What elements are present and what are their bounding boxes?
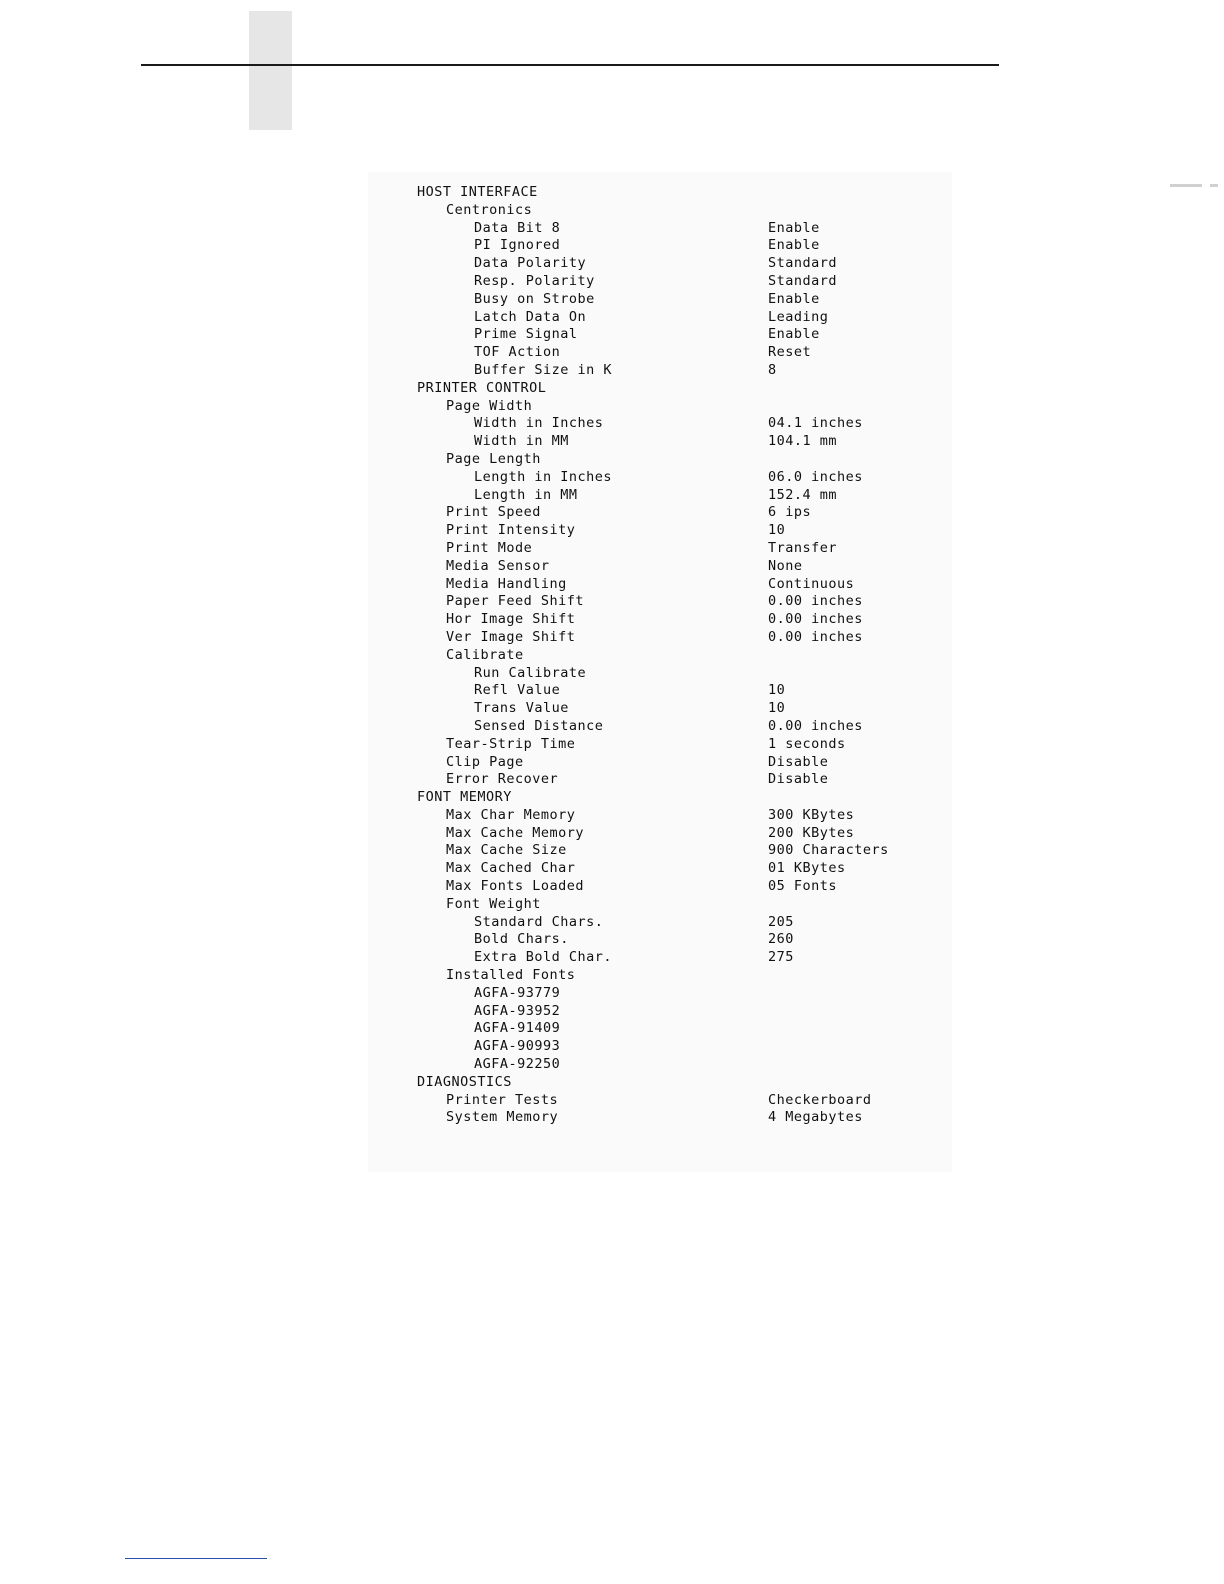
setting-label: Bold Chars. bbox=[474, 931, 569, 948]
chapter-tab bbox=[249, 11, 292, 130]
footer-rule bbox=[125, 1558, 267, 1559]
setting-label: Sensed Distance bbox=[474, 717, 604, 734]
setting-label: Length in Inches bbox=[474, 468, 613, 485]
setting-row bbox=[368, 949, 952, 967]
setting-value: Continuous bbox=[768, 575, 855, 592]
setting-value: Leading bbox=[768, 308, 829, 325]
setting-label: Data Polarity bbox=[474, 255, 587, 272]
setting-label: Length in MM bbox=[474, 486, 578, 503]
setting-row bbox=[368, 754, 952, 772]
setting-label: Max Cache Size bbox=[446, 842, 567, 859]
setting-row bbox=[368, 931, 952, 949]
setting-label: Printer Tests bbox=[446, 1091, 559, 1108]
setting-row bbox=[368, 398, 952, 416]
setting-value: 6 ips bbox=[768, 504, 812, 521]
setting-value: 0.00 inches bbox=[768, 593, 863, 610]
setting-label: Extra Bold Char. bbox=[474, 949, 613, 966]
setting-label: PRINTER CONTROL bbox=[417, 379, 547, 396]
setting-value: 104.1 mm bbox=[768, 433, 838, 450]
setting-row bbox=[368, 896, 952, 914]
setting-row bbox=[368, 914, 952, 932]
setting-value: Enable bbox=[768, 326, 820, 343]
setting-row bbox=[368, 237, 952, 255]
setting-value: Standard bbox=[768, 255, 838, 272]
section-heading bbox=[368, 184, 952, 202]
setting-value: None bbox=[768, 557, 803, 574]
setting-label: Max Cache Memory bbox=[446, 824, 585, 841]
setting-value: 275 bbox=[768, 949, 794, 966]
section-heading bbox=[368, 1074, 952, 1092]
setting-label: Width in Inches bbox=[474, 415, 604, 432]
setting-row bbox=[368, 469, 952, 487]
setting-row bbox=[368, 771, 952, 789]
setting-value: 4 Megabytes bbox=[768, 1109, 863, 1126]
setting-row bbox=[368, 255, 952, 273]
setting-label: Max Char Memory bbox=[446, 806, 576, 823]
setting-label: AGFA-91409 bbox=[474, 1020, 561, 1037]
setting-value: 200 KBytes bbox=[768, 824, 855, 841]
setting-row bbox=[368, 451, 952, 469]
setting-row bbox=[368, 665, 952, 683]
setting-label: Centronics bbox=[446, 201, 533, 218]
setting-label: Run Calibrate bbox=[474, 664, 587, 681]
setting-row bbox=[368, 504, 952, 522]
setting-row bbox=[368, 540, 952, 558]
setting-row bbox=[368, 433, 952, 451]
setting-row bbox=[368, 825, 952, 843]
setting-label: Resp. Polarity bbox=[474, 272, 595, 289]
setting-value: 205 bbox=[768, 913, 794, 930]
setting-row bbox=[368, 967, 952, 985]
setting-label: Data Bit 8 bbox=[474, 219, 561, 236]
setting-label: Hor Image Shift bbox=[446, 611, 576, 628]
setting-label: Max Fonts Loaded bbox=[446, 878, 585, 895]
setting-value: Standard bbox=[768, 272, 838, 289]
setting-label: Page Length bbox=[446, 450, 541, 467]
setting-row bbox=[368, 718, 952, 736]
setting-row bbox=[368, 1109, 952, 1127]
setting-value: Disable bbox=[768, 771, 829, 788]
setting-row bbox=[368, 842, 952, 860]
setting-row bbox=[368, 985, 952, 1003]
setting-value: Enable bbox=[768, 219, 820, 236]
setting-value: 0.00 inches bbox=[768, 717, 863, 734]
setting-label: DIAGNOSTICS bbox=[417, 1073, 512, 1090]
setting-value: 10 bbox=[768, 700, 786, 717]
setting-label: Clip Page bbox=[446, 753, 524, 770]
setting-label: TOF Action bbox=[474, 344, 561, 361]
setting-label: Max Cached Char bbox=[446, 860, 576, 877]
setting-row bbox=[368, 611, 952, 629]
setting-value: 260 bbox=[768, 931, 794, 948]
setting-value: 05 Fonts bbox=[768, 878, 838, 895]
setting-row bbox=[368, 736, 952, 754]
setting-label: AGFA-93779 bbox=[474, 984, 561, 1001]
setting-row bbox=[368, 202, 952, 220]
setting-row bbox=[368, 558, 952, 576]
setting-label: FONT MEMORY bbox=[417, 789, 512, 806]
setting-value: Enable bbox=[768, 237, 820, 254]
setting-row bbox=[368, 700, 952, 718]
section-heading bbox=[368, 380, 952, 398]
setting-label: Error Recover bbox=[446, 771, 559, 788]
setting-label: Font Weight bbox=[446, 895, 541, 912]
setting-value: 1 seconds bbox=[768, 735, 846, 752]
setting-label: Paper Feed Shift bbox=[446, 593, 585, 610]
setting-row bbox=[368, 326, 952, 344]
setting-label: AGFA-92250 bbox=[474, 1056, 561, 1073]
setting-label: Width in MM bbox=[474, 433, 569, 450]
setting-value: 900 Characters bbox=[768, 842, 889, 859]
setting-row bbox=[368, 807, 952, 825]
setting-value: 0.00 inches bbox=[768, 611, 863, 628]
setting-row bbox=[368, 487, 952, 505]
setting-row bbox=[368, 682, 952, 700]
setting-label: Print Speed bbox=[446, 504, 541, 521]
setting-label: Buffer Size in K bbox=[474, 361, 613, 378]
setting-row bbox=[368, 593, 952, 611]
setting-row bbox=[368, 647, 952, 665]
setting-row bbox=[368, 522, 952, 540]
setting-value: Transfer bbox=[768, 539, 838, 556]
setting-row bbox=[368, 1056, 952, 1074]
setting-value: 8 bbox=[768, 361, 777, 378]
setting-value: 10 bbox=[768, 522, 786, 539]
setting-value: 01 KBytes bbox=[768, 860, 846, 877]
setting-label: Media Sensor bbox=[446, 557, 550, 574]
setting-row bbox=[368, 1092, 952, 1110]
setting-value: Reset bbox=[768, 344, 812, 361]
setting-label: AGFA-93952 bbox=[474, 1002, 561, 1019]
setting-label: Page Width bbox=[446, 397, 533, 414]
setting-row bbox=[368, 576, 952, 594]
setting-row bbox=[368, 415, 952, 433]
setting-label: AGFA-90993 bbox=[474, 1038, 561, 1055]
setting-list bbox=[368, 184, 952, 1127]
setting-row bbox=[368, 1020, 952, 1038]
setting-row bbox=[368, 344, 952, 362]
setting-label: Standard Chars. bbox=[474, 913, 604, 930]
setting-row bbox=[368, 629, 952, 647]
setting-row bbox=[368, 291, 952, 309]
setting-label: Installed Fonts bbox=[446, 967, 576, 984]
setting-value: Enable bbox=[768, 290, 820, 307]
setting-value: Disable bbox=[768, 753, 829, 770]
setting-label: Trans Value bbox=[474, 700, 569, 717]
section-heading bbox=[368, 789, 952, 807]
configuration-printout bbox=[368, 172, 952, 1172]
setting-row bbox=[368, 860, 952, 878]
setting-row bbox=[368, 273, 952, 291]
setting-row bbox=[368, 1038, 952, 1056]
setting-row bbox=[368, 220, 952, 238]
setting-label: Ver Image Shift bbox=[446, 628, 576, 645]
setting-label: Media Handling bbox=[446, 575, 567, 592]
setting-label: Tear-Strip Time bbox=[446, 735, 576, 752]
setting-row bbox=[368, 309, 952, 327]
setting-label: Latch Data On bbox=[474, 308, 587, 325]
setting-value: Checkerboard bbox=[768, 1091, 872, 1108]
setting-label: Refl Value bbox=[474, 682, 561, 699]
setting-value: 300 KBytes bbox=[768, 806, 855, 823]
setting-value: 04.1 inches bbox=[768, 415, 863, 432]
setting-label: HOST INTERFACE bbox=[417, 184, 538, 200]
setting-label: System Memory bbox=[446, 1109, 559, 1126]
setting-value: 152.4 mm bbox=[768, 486, 838, 503]
setting-value: 0.00 inches bbox=[768, 628, 863, 645]
setting-label: Print Intensity bbox=[446, 522, 576, 539]
setting-row bbox=[368, 1003, 952, 1021]
setting-label: PI Ignored bbox=[474, 237, 561, 254]
setting-label: Calibrate bbox=[446, 646, 524, 663]
setting-value: 10 bbox=[768, 682, 786, 699]
setting-label: Print Mode bbox=[446, 539, 533, 556]
setting-label: Prime Signal bbox=[474, 326, 578, 343]
setting-row bbox=[368, 878, 952, 896]
setting-value: 06.0 inches bbox=[768, 468, 863, 485]
setting-label: Busy on Strobe bbox=[474, 290, 595, 307]
setting-row bbox=[368, 362, 952, 380]
header-rule bbox=[141, 64, 999, 66]
